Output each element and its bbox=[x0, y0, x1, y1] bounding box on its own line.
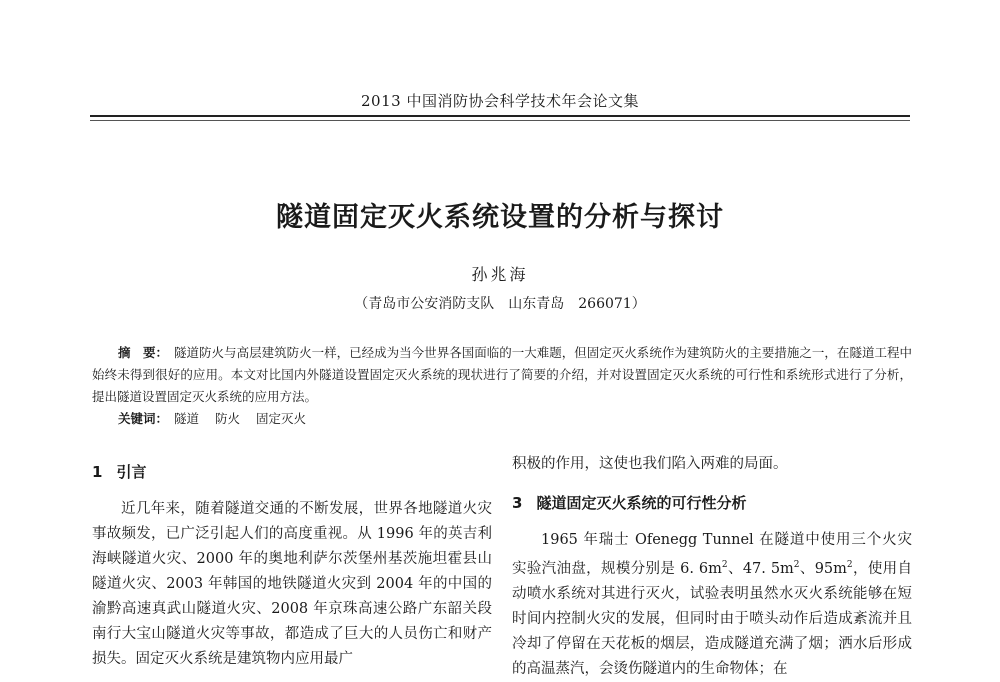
section-number: 3 bbox=[512, 494, 523, 512]
body-paragraph: 近几年来，随着隧道交通的不断发展，世界各地隧道火灾事故频发，已广泛引起人们的高度重视。从 1996 年的英吉利海峡隧道火灾、2000 年的奥地利萨尔茨堡州基茨施坦霍县山隧道火灾、2003 年韩国的地铁隧道火灾到 2004 年的中国的渝黔高速真武山隧道火灾、2008 年京珠高速公路广东韶关段南行大宝山隧道火灾等事故，都造成了巨大的人员伤亡和财产损失。固定灭火系统是建筑物内应用最广 bbox=[92, 501, 492, 667]
section-heading bbox=[512, 491, 912, 516]
keyword-item: 隧道 bbox=[174, 411, 200, 426]
left-column bbox=[92, 460, 492, 672]
keyword-item: 固定灭火 bbox=[256, 411, 307, 426]
keywords-label: 关键词： bbox=[118, 411, 169, 426]
right-column bbox=[512, 452, 912, 682]
keywords bbox=[118, 409, 322, 427]
paper-title: 隧道固定灭火系统设置的分析与探讨 bbox=[276, 202, 724, 233]
header-rule-thin bbox=[90, 120, 910, 121]
section-title: 引言 bbox=[116, 463, 147, 481]
section-number: 1 bbox=[92, 463, 103, 481]
abstract-text: 隧道防火与高层建筑防火一样，已经成为当今世界各国面临的一大难题，但固定灭火系统作为建筑防火的主要措施之一，在隧道工程中始终未得到很好的应用。本文对比国内外隧道设置固定灭火系统的现状进行了简要的介绍，并对设置固定灭火系统的可行性和系统形式进行了分析，提出隧道设置固定灭火系统的应用方法。 bbox=[92, 345, 912, 404]
keyword-item: 防火 bbox=[215, 411, 241, 426]
section-heading bbox=[92, 460, 492, 485]
header-rule-thick bbox=[90, 115, 910, 117]
section-title: 隧道固定灭火系统的可行性分析 bbox=[536, 494, 747, 512]
running-header: 2013 中国消防协会科学技术年会论文集 bbox=[361, 92, 639, 110]
body-paragraph-continuation: 积极的作用，这使也我们陷入两难的局面。 bbox=[512, 456, 788, 472]
author-name: 孙兆海 bbox=[471, 265, 529, 284]
abstract-label: 摘 要： bbox=[118, 345, 169, 360]
abstract bbox=[92, 342, 912, 408]
body-paragraph: 1965 年瑞士 Ofenegg Tunnel 在隧道中使用三个火灾实验汽油盘，规模分别是 6. $6m^2$、47. $5m^2$、$95m^2$，使用自动喷水系统对其进行灭火，试验表明虽然水灭火系统能够在短时间内控制火灾的发展，但同时由于喷头动作后造成紊流并且冷却了停留在天花板的烟层，造成隧道充满了烟；洒水后形成的高温蒸汽，会烫伤隧道内的生命物体；在 bbox=[512, 532, 912, 677]
author-affiliation: （青岛市公安消防支队 山东青岛 266071） bbox=[354, 296, 646, 312]
